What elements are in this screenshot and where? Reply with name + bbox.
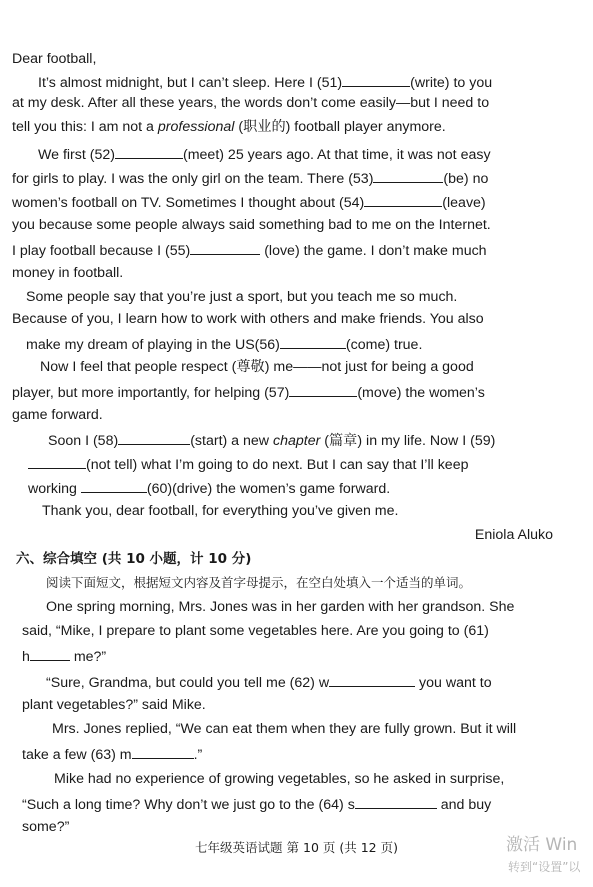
passage-line: “Sure, Grandma, but could you tell me (62) w you want to (46, 672, 492, 692)
passage-line: h me?” (22, 646, 106, 666)
answer-blank-52[interactable] (115, 144, 183, 159)
letter-line: working (60)(drive) the women’s game forward. (28, 478, 390, 498)
letter-signature: Eniola Aluko (474, 527, 553, 543)
answer-blank-54[interactable] (364, 192, 442, 207)
letter-salutation: Dear football, (12, 51, 97, 67)
letter-line: women’s football on TV. Sometimes I thought about (54) (leave) (12, 192, 486, 212)
letter-line: Because of you, I learn how to work with others and make friends. You also (12, 311, 484, 327)
section-heading: 六、综合填空 (共 10 小题，计 10 分) (16, 551, 252, 567)
passage-line: Mrs. Jones replied, “We can eat them when they are fully grown. But it will (52, 721, 517, 737)
answer-blank-64[interactable] (355, 794, 437, 809)
answer-blank-59[interactable] (28, 454, 86, 469)
letter-line: money in football. (12, 265, 124, 281)
answer-blank-63[interactable] (132, 744, 194, 759)
letter-line: for girls to play. I was the only girl on the team. There (53) (be) no (12, 168, 488, 188)
answer-blank-61[interactable] (30, 646, 70, 661)
answer-blank-60[interactable] (81, 478, 147, 493)
passage-line: said, “Mike, I prepare to plant some vegetables here. Are you going to (61) (22, 623, 489, 639)
letter-line: (not tell) what I’m going to do next. But I can say that I’ll keep (28, 454, 468, 474)
letter-line: It’s almost midnight, but I can’t sleep. Here I (51) (write) to you (38, 72, 492, 92)
letter-line: game forward. (12, 407, 103, 423)
activation-watermark: 激活 Win (506, 835, 578, 855)
passage-line: One spring morning, Mrs. Jones was in her garden with her grandson. She (46, 599, 515, 615)
letter-line: I play football because I (55) (love) the game. I don’t make much (12, 240, 487, 260)
letter-line: player, but more importantly, for helping (57) (move) the women’s (12, 382, 485, 402)
page-footer: 七年级英语试题 第 10 页 (共 12 页) (195, 840, 398, 855)
letter-line: Now I feel that people respect (尊敬) me——not just for being a good (40, 359, 474, 375)
answer-blank-57[interactable] (289, 382, 357, 397)
letter-line: Soon I (58) (start) a new chapter (篇章) in my life. Now I (59) (48, 430, 495, 450)
letter-line: make my dream of playing in the US(56) (come) true. (26, 334, 422, 354)
section-instruction: 阅读下面短文，根据短文内容及首字母提示，在空白处填入一个适当的单词。 (46, 575, 472, 590)
answer-blank-53[interactable] (373, 168, 443, 183)
activation-watermark-sub: 转到“设置”以 (508, 860, 581, 874)
passage-line: take a few (63) m .” (22, 744, 202, 764)
answer-blank-58[interactable] (118, 430, 190, 445)
passage-line: “Such a long time? Why don’t we just go to the (64) s and buy (22, 794, 491, 814)
passage-line: plant vegetables?” said Mike. (22, 697, 206, 713)
letter-line: you because some people always said something bad to me on the Internet. (12, 217, 491, 233)
passage-line: Mike had no experience of growing vegetables, so he asked in surprise, (54, 771, 505, 787)
answer-blank-62[interactable] (329, 672, 415, 687)
letter-line: at my desk. After all these years, the words don’t come easily—but I need to (12, 95, 490, 111)
answer-blank-55[interactable] (190, 240, 260, 255)
letter-line: Thank you, dear football, for everything you’ve given me. (42, 503, 399, 519)
answer-blank-51[interactable] (342, 72, 410, 87)
letter-line: tell you this: I am not a professional (职业的) football player anymore. (12, 119, 446, 135)
passage-line: some?” (22, 819, 70, 835)
answer-blank-56[interactable] (280, 334, 346, 349)
letter-line: Some people say that you’re just a sport, but you teach me so much. (26, 289, 458, 305)
letter-line: We first (52) (meet) 25 years ago. At that time, it was not easy (38, 144, 491, 164)
